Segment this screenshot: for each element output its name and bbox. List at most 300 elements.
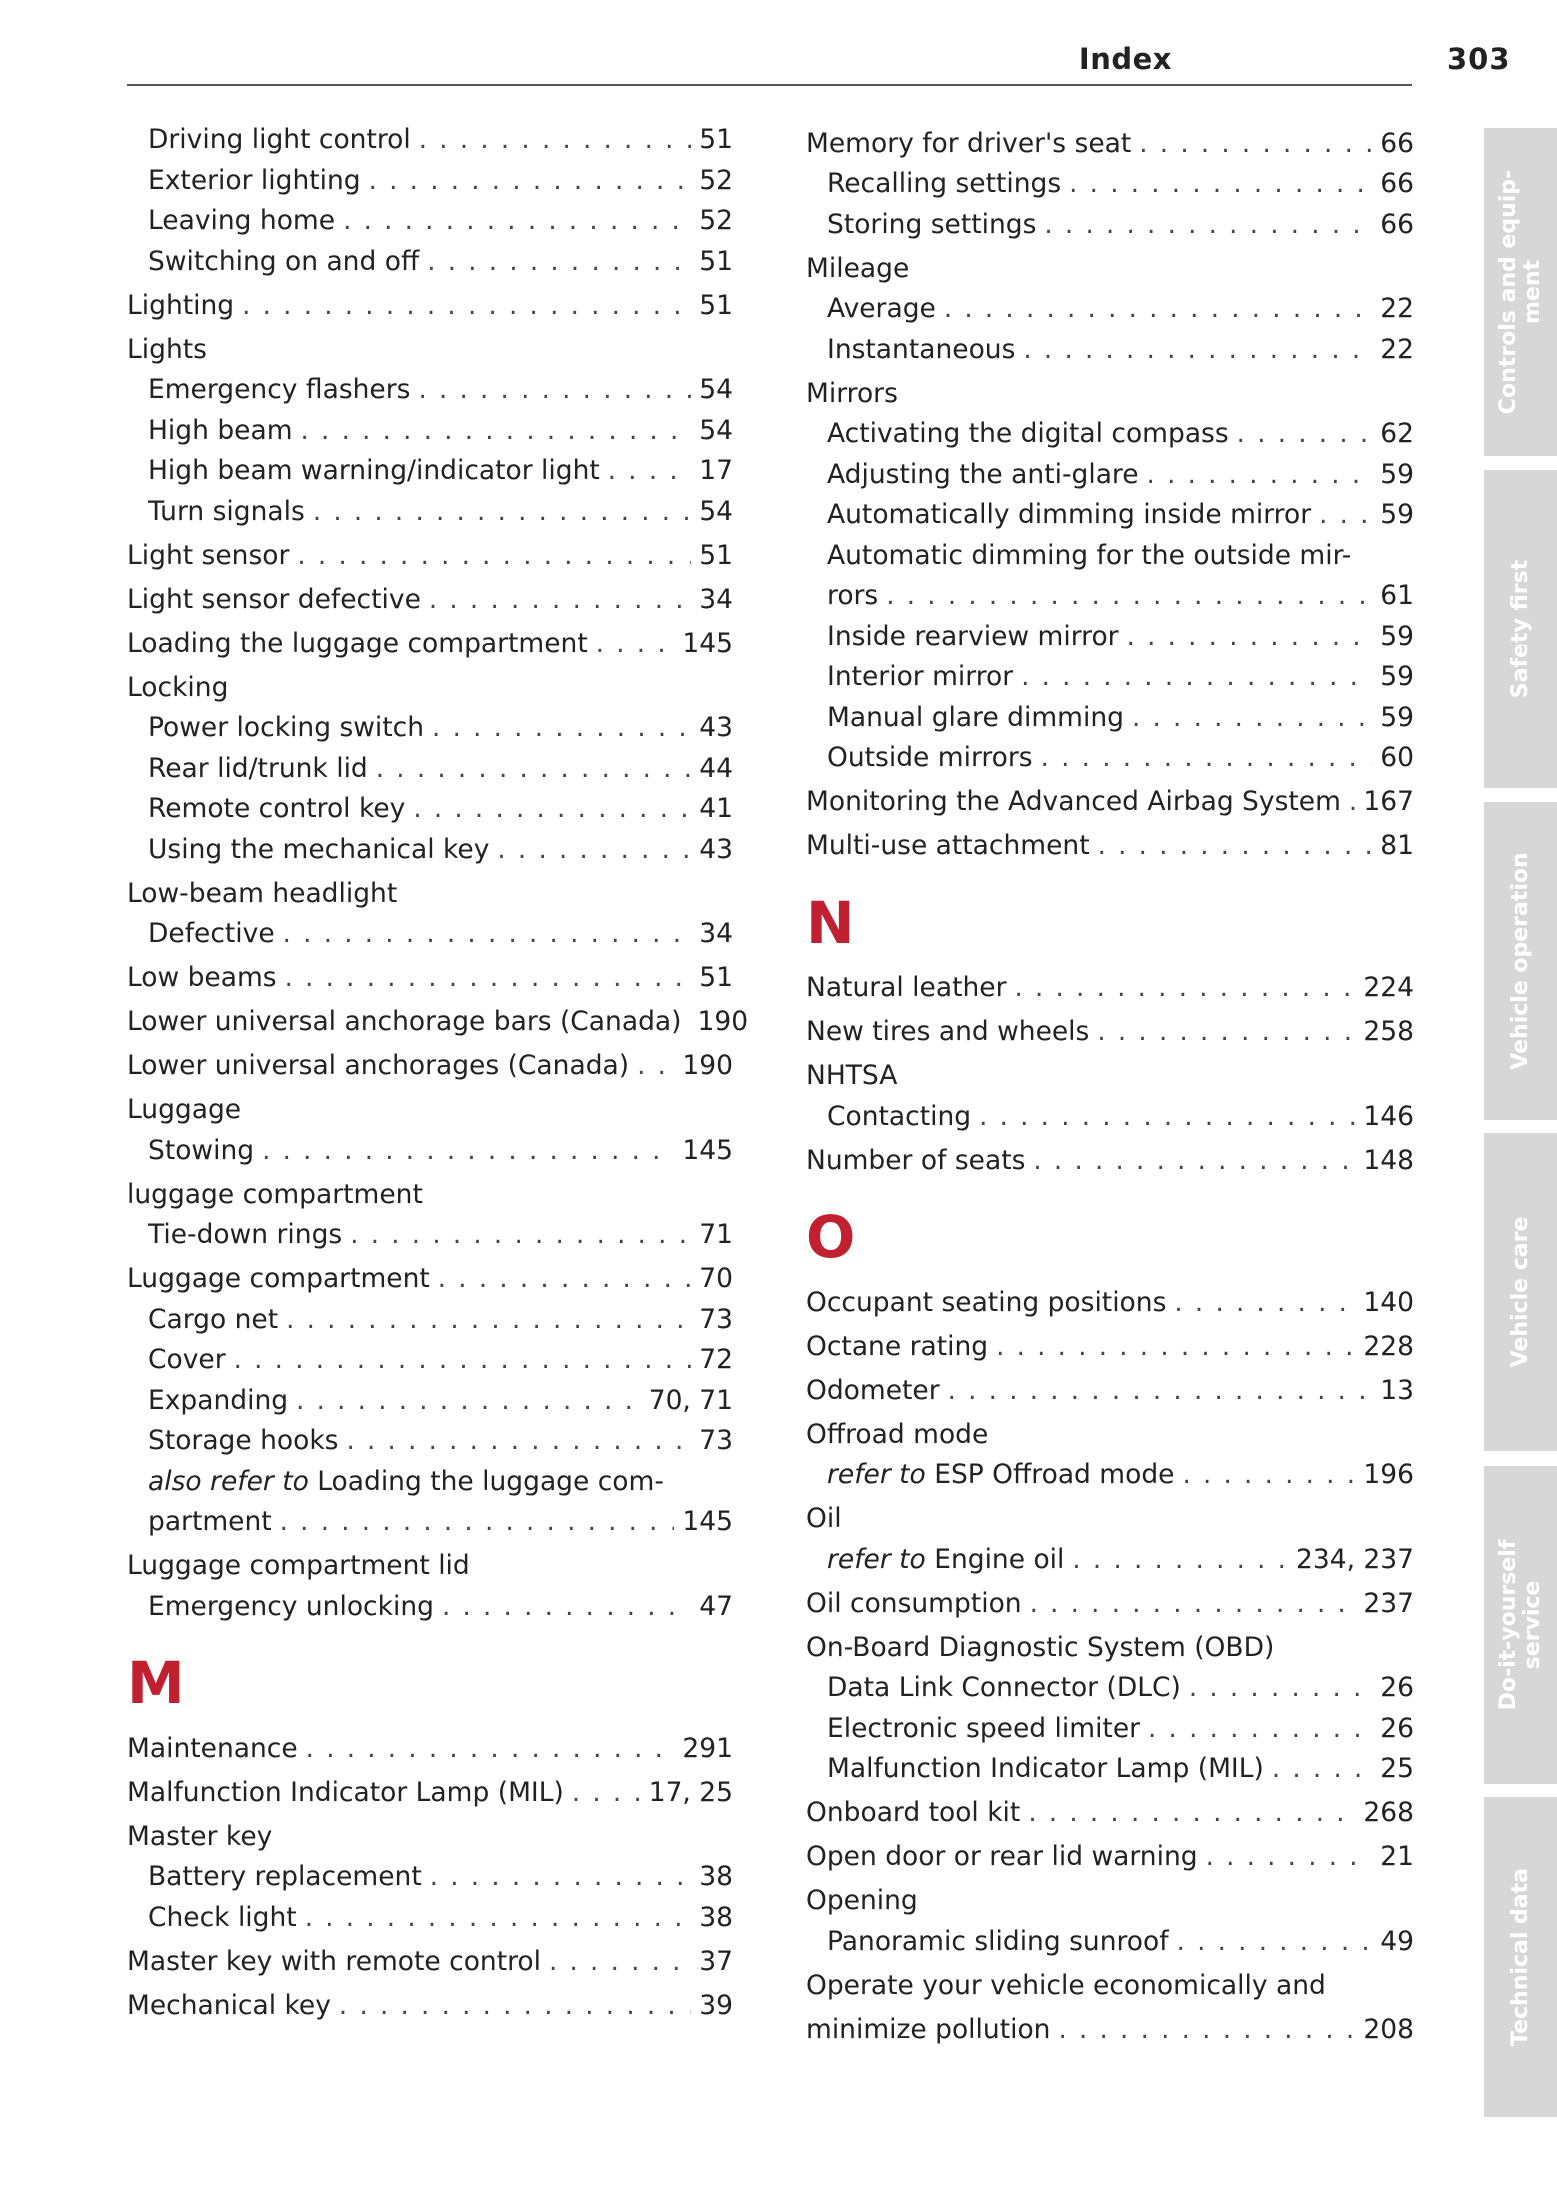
index-entry xyxy=(806,2010,1414,2051)
dot-leader xyxy=(234,1340,692,1381)
dot-leader xyxy=(596,624,675,665)
entry-text: Luggage compartment lid xyxy=(127,1550,470,1581)
entry-label xyxy=(127,958,277,999)
dot-leader xyxy=(1237,414,1373,455)
entry-label xyxy=(827,414,1229,455)
index-entry xyxy=(806,1371,1414,1412)
index-entry xyxy=(127,958,733,999)
entry-text: Panoramic sliding sunroof xyxy=(827,1925,1169,1957)
entry-text: Leaving home xyxy=(148,205,336,236)
index-entry xyxy=(806,330,1414,371)
dot-leader xyxy=(438,1259,691,1300)
entry-label xyxy=(827,1749,1264,1790)
index-entry xyxy=(806,1922,1414,1963)
entry-label xyxy=(806,1415,988,1456)
entry-label xyxy=(127,1175,423,1216)
entry-text: Data Link Connector (DLC) xyxy=(827,1672,1181,1703)
entry-page-number: 51 xyxy=(699,962,733,993)
index-entry xyxy=(127,1340,733,1381)
entry-text: Open door or rear lid warning xyxy=(806,1841,1198,1872)
dot-leader xyxy=(1148,1709,1372,1750)
entry-text: Number of seats xyxy=(806,1144,1026,1176)
entry-page-number: 22 xyxy=(1380,293,1414,324)
entry-text: Luggage xyxy=(127,1094,242,1125)
entry-label xyxy=(806,1584,1022,1625)
entry-page-number: 52 xyxy=(699,205,733,236)
index-entry xyxy=(806,1540,1414,1581)
index-entry xyxy=(127,830,733,871)
chapter-tab-label: Do-it-yourself service xyxy=(1495,1539,1545,1711)
entry-page-number: 167 xyxy=(1363,786,1414,817)
index-entry xyxy=(806,1628,1414,1669)
entry-page-number: 25 xyxy=(1380,1753,1414,1784)
dot-leader xyxy=(1028,1793,1355,1834)
entry-label xyxy=(827,1540,1064,1581)
entry-text: rors xyxy=(827,580,879,611)
dot-leader xyxy=(1030,1584,1356,1625)
entry-text: Rear lid/trunk lid xyxy=(148,752,368,784)
index-entry xyxy=(806,164,1414,205)
entry-label xyxy=(148,1587,434,1628)
entry-text: Recalling settings xyxy=(827,168,1062,199)
dot-leader xyxy=(413,789,691,830)
entry-text: Driving light control xyxy=(148,124,411,155)
dot-leader xyxy=(1132,698,1372,739)
entry-page-number: 37 xyxy=(699,1945,733,1977)
entry-label xyxy=(127,536,289,577)
dot-leader xyxy=(313,492,691,533)
index-entry xyxy=(127,1421,733,1462)
chapter-tab-label: Safety first xyxy=(1507,559,1533,699)
index-entry xyxy=(806,1749,1414,1790)
dot-leader xyxy=(1182,1455,1355,1496)
entry-page-number: 61 xyxy=(1380,580,1414,611)
entry-text: Loading the luggage com- xyxy=(317,1465,664,1497)
index-entry xyxy=(127,1175,733,1216)
index-entry xyxy=(806,1455,1414,1496)
dot-leader xyxy=(1272,1749,1372,1790)
dot-leader xyxy=(1206,1837,1373,1878)
index-entry xyxy=(127,286,733,327)
entry-page-number: 146 xyxy=(1363,1100,1414,1132)
entry-text: Expanding xyxy=(148,1384,289,1416)
entry-text: Locking xyxy=(127,671,229,703)
entry-page-number: 13 xyxy=(1380,1374,1414,1406)
entry-label xyxy=(806,1793,1020,1834)
entry-page-number: 47 xyxy=(699,1590,733,1622)
entry-label xyxy=(806,374,898,415)
entry-label xyxy=(148,1502,272,1543)
dot-leader xyxy=(608,451,691,492)
entry-text: Activating the digital compass xyxy=(827,418,1229,449)
entry-text: Turn signals xyxy=(148,495,305,527)
chapter-tab[interactable] xyxy=(1484,1466,1557,1784)
section-letter: N xyxy=(806,888,855,957)
entry-label xyxy=(827,1668,1181,1709)
entry-text: Opening xyxy=(806,1885,918,1916)
header-page-number: 303 xyxy=(1447,42,1511,76)
entry-text: NHTSA xyxy=(806,1060,898,1091)
entry-label xyxy=(127,1729,298,1770)
entry-page-number: 66 xyxy=(1380,168,1414,199)
index-entry xyxy=(806,1709,1414,1750)
index-entry xyxy=(127,1381,733,1422)
dot-leader xyxy=(418,370,691,411)
index-entry xyxy=(127,1773,733,1814)
chapter-tab[interactable] xyxy=(1484,802,1557,1120)
entry-page-number: 66 xyxy=(1380,208,1414,240)
entry-label xyxy=(827,657,1013,698)
entry-page-number: 145 xyxy=(682,1134,733,1166)
entry-page-number: 39 xyxy=(699,1989,733,2021)
index-entry xyxy=(806,289,1414,330)
entry-page-number: 268 xyxy=(1363,1797,1414,1828)
entry-label xyxy=(806,1141,1025,1182)
entry-page-number: 59 xyxy=(1380,661,1414,692)
entry-text: Multi-use attachment xyxy=(806,830,1090,861)
dot-leader xyxy=(1097,1012,1355,1053)
chapter-tab-label: Technical data xyxy=(1507,1868,1533,2046)
chapter-tab-label: Controls and equip- ment xyxy=(1495,169,1545,415)
index-entry xyxy=(806,1499,1414,1540)
entry-page-number: 54 xyxy=(699,414,733,446)
entry-page-number: 148 xyxy=(1363,1144,1414,1176)
index-entry xyxy=(127,668,733,709)
entry-label xyxy=(127,330,207,371)
dot-leader xyxy=(1021,657,1372,698)
entry-label xyxy=(806,1371,940,1412)
entry-text: luggage compartment xyxy=(127,1178,423,1210)
entry-label xyxy=(148,708,424,749)
dot-leader xyxy=(419,120,692,161)
entry-label xyxy=(827,330,1015,371)
entry-text: Low beams xyxy=(127,962,277,993)
entry-text: Instantaneous xyxy=(827,333,1016,365)
entry-label xyxy=(827,495,1311,536)
entry-page-number: 145 xyxy=(682,627,733,659)
index-entry xyxy=(127,1215,733,1256)
dot-leader xyxy=(262,1131,674,1172)
entry-label xyxy=(127,1090,241,1131)
entry-label xyxy=(806,1283,1166,1324)
dot-leader xyxy=(948,1371,1373,1412)
entry-page-number: 190 xyxy=(697,1006,749,1037)
entry-page-number: 51 xyxy=(699,539,733,571)
entry-label xyxy=(148,120,411,161)
entry-label xyxy=(148,1898,297,1939)
entry-text: Odometer xyxy=(806,1374,940,1406)
index-entry xyxy=(806,1415,1414,1456)
entry-label xyxy=(148,1421,338,1462)
index-entry xyxy=(127,370,733,411)
entry-label xyxy=(827,289,936,330)
index-entry xyxy=(127,874,733,915)
index-entry xyxy=(806,968,1414,1009)
index-entry xyxy=(127,492,733,533)
index-entry xyxy=(127,1857,733,1898)
entry-text: Master key with remote control xyxy=(127,1945,541,1977)
index-entry xyxy=(127,749,733,790)
dot-leader xyxy=(1044,205,1372,246)
entry-text: New tires and wheels xyxy=(806,1016,1090,1047)
entry-page-number: 59 xyxy=(1380,458,1414,490)
chapter-tabs xyxy=(1484,0,1557,2208)
entry-label xyxy=(806,249,909,290)
entry-page-number: 26 xyxy=(1380,1672,1414,1703)
index-entry xyxy=(127,1002,749,1043)
index-entry xyxy=(127,201,733,242)
entry-label xyxy=(127,286,234,327)
dot-leader xyxy=(637,1046,674,1087)
index-entry xyxy=(806,1837,1414,1878)
chapter-tab[interactable] xyxy=(1484,1797,1557,2117)
entry-label xyxy=(827,1097,971,1138)
dot-leader xyxy=(306,1729,675,1770)
dot-leader xyxy=(1023,330,1372,371)
entry-label xyxy=(148,242,419,283)
entry-text: Manual glare dimming xyxy=(827,701,1124,733)
index-entry xyxy=(806,1966,1414,2007)
entry-label xyxy=(127,1817,272,1858)
entry-reference-prefix: also refer to xyxy=(148,1465,309,1497)
entry-page-number: 54 xyxy=(699,374,733,405)
index-column-left xyxy=(127,120,749,2026)
dot-leader xyxy=(343,201,691,242)
entry-text: Lighting xyxy=(127,289,235,321)
entry-page-number: 208 xyxy=(1363,2013,1414,2045)
entry-page-number: 196 xyxy=(1363,1459,1414,1490)
entry-text: Natural leather xyxy=(806,972,1007,1003)
entry-label xyxy=(127,874,397,915)
dot-leader xyxy=(1139,124,1372,165)
entry-page-number: 38 xyxy=(699,1861,733,1892)
index-entry xyxy=(806,1881,1414,1922)
entry-page-number: 60 xyxy=(1380,742,1414,773)
dot-leader xyxy=(432,708,691,749)
entry-text: Remote control key xyxy=(148,793,406,824)
entry-label xyxy=(148,914,275,955)
entry-label xyxy=(806,1499,842,1540)
entry-label xyxy=(127,1773,564,1814)
entry-page-number: 258 xyxy=(1363,1016,1414,1047)
dot-leader xyxy=(1174,1283,1355,1324)
entry-text: minimize pollution xyxy=(806,2013,1051,2045)
entry-page-number: 140 xyxy=(1363,1286,1414,1318)
entry-label xyxy=(806,1012,1089,1053)
entry-label xyxy=(806,1327,988,1368)
dot-leader xyxy=(549,1942,691,1983)
entry-text: Inside rearview mirror xyxy=(827,620,1119,652)
entry-label xyxy=(806,124,1131,165)
dot-leader xyxy=(350,1215,691,1256)
dot-leader xyxy=(297,536,691,577)
entry-page-number: 62 xyxy=(1380,418,1414,449)
entry-label xyxy=(827,164,1061,205)
index-entry xyxy=(806,374,1414,415)
entry-text: High beam xyxy=(148,414,293,446)
index-entry xyxy=(806,1012,1414,1053)
entry-label xyxy=(148,411,293,452)
chapter-tab[interactable] xyxy=(1484,128,1557,456)
entry-label xyxy=(827,698,1124,739)
dot-leader xyxy=(1072,1540,1288,1581)
index-entry xyxy=(127,161,733,202)
entry-label xyxy=(127,624,588,665)
entry-text: Switching on and off xyxy=(148,245,420,277)
dot-leader xyxy=(1147,455,1373,496)
entry-label xyxy=(148,492,305,533)
entry-label xyxy=(127,1002,681,1043)
entry-text: Defective xyxy=(148,918,275,949)
entry-text: ESP Offroad mode xyxy=(934,1459,1175,1490)
entry-text: Tie-down rings xyxy=(148,1219,343,1250)
index-entry xyxy=(806,495,1414,536)
dot-leader xyxy=(1069,164,1372,205)
entry-label xyxy=(806,1056,897,1097)
entry-label xyxy=(827,1709,1140,1750)
dot-leader xyxy=(242,286,691,327)
entry-text: Occupant seating positions xyxy=(806,1286,1167,1318)
index-entry xyxy=(806,617,1414,658)
entry-label xyxy=(127,580,421,621)
index-entry xyxy=(127,789,733,830)
entry-page-number: 43 xyxy=(699,712,733,743)
index-entry xyxy=(127,580,733,621)
index-entry xyxy=(127,1462,733,1503)
entry-label xyxy=(148,370,410,411)
entry-label xyxy=(148,1462,664,1503)
index-entry xyxy=(806,1141,1414,1182)
dot-leader xyxy=(280,1502,675,1543)
chapter-tab[interactable] xyxy=(1484,470,1557,788)
index-entry xyxy=(127,330,733,371)
entry-page-number: 59 xyxy=(1380,499,1414,530)
index-entry xyxy=(127,1546,733,1587)
entry-reference-prefix: refer to xyxy=(827,1459,926,1490)
entry-page-number: 51 xyxy=(699,124,733,155)
entry-label xyxy=(806,1628,1274,1669)
entry-label xyxy=(827,1455,1174,1496)
index-entry xyxy=(806,1793,1414,1834)
dot-leader xyxy=(430,1857,692,1898)
entry-text: Luggage compartment xyxy=(127,1263,430,1294)
entry-text: Memory for driver's seat xyxy=(806,127,1132,159)
entry-text: Check light xyxy=(148,1901,297,1933)
entry-label xyxy=(148,161,361,202)
entry-text: Automatically dimming inside mirror xyxy=(827,499,1312,530)
entry-label xyxy=(127,1986,331,2027)
entry-page-number: 41 xyxy=(699,793,733,824)
dot-leader xyxy=(283,914,692,955)
entry-text: High beam warning/indicator light xyxy=(148,455,600,486)
entry-page-number: 38 xyxy=(699,1901,733,1933)
entry-label xyxy=(827,205,1036,246)
index-entry xyxy=(806,1097,1414,1138)
entry-text: Electronic speed limiter xyxy=(827,1712,1141,1744)
entry-label xyxy=(806,782,1341,823)
entry-label xyxy=(148,789,405,830)
entry-page-number: 234, 237 xyxy=(1295,1543,1414,1575)
dot-leader xyxy=(996,1327,1355,1368)
index-entry xyxy=(127,1259,733,1300)
entry-text: Cover xyxy=(148,1344,226,1375)
index-entry xyxy=(806,576,1414,617)
entry-text: Light sensor xyxy=(127,539,290,571)
index-entry xyxy=(127,1502,733,1543)
entry-label xyxy=(148,1381,288,1422)
entry-text: Mechanical key xyxy=(127,1989,331,2021)
index-entry xyxy=(806,738,1414,779)
entry-text: Emergency flashers xyxy=(148,374,411,405)
index-entry xyxy=(806,124,1414,165)
entry-page-number: 49 xyxy=(1380,1925,1414,1957)
entry-page-number: 21 xyxy=(1380,1841,1414,1872)
index-entry xyxy=(806,1327,1414,1368)
dot-leader xyxy=(1189,1668,1372,1709)
dot-leader xyxy=(886,576,1372,617)
entry-text: Malfunction Indicator Lamp (MIL) xyxy=(127,1776,564,1808)
entry-page-number: 190 xyxy=(682,1050,733,1081)
entry-page-number: 228 xyxy=(1363,1330,1414,1362)
entry-text: Lower universal anchorage bars (Canada) xyxy=(127,1006,682,1037)
entry-reference-prefix: refer to xyxy=(827,1543,926,1575)
dot-leader xyxy=(1319,495,1372,536)
index-column-right xyxy=(806,120,1414,2050)
entry-text: Cargo net xyxy=(148,1303,279,1335)
dot-leader xyxy=(285,958,692,999)
entry-text: Average xyxy=(827,293,936,324)
entry-text: Adjusting the anti-glare xyxy=(827,458,1139,490)
index-entry xyxy=(127,451,733,492)
entry-label xyxy=(806,1881,918,1922)
entry-page-number: 66 xyxy=(1380,127,1414,159)
entry-page-number: 72 xyxy=(699,1344,733,1375)
entry-label xyxy=(827,1922,1169,1963)
entry-text: Oil consumption xyxy=(806,1587,1022,1619)
index-entry xyxy=(127,1986,733,2027)
entry-page-number: 51 xyxy=(699,289,733,321)
dot-leader xyxy=(944,289,1372,330)
entry-page-number: 145 xyxy=(682,1506,733,1537)
index-entry xyxy=(127,1300,733,1341)
dot-leader xyxy=(1349,782,1356,823)
index-entry xyxy=(127,1090,733,1131)
header-rule xyxy=(127,84,1412,86)
entry-label xyxy=(148,830,489,871)
entry-page-number: 59 xyxy=(1380,701,1414,733)
dot-leader xyxy=(1177,1922,1373,1963)
index-entry xyxy=(127,708,733,749)
index-entry xyxy=(806,826,1414,867)
index-entry xyxy=(806,782,1414,823)
entry-label xyxy=(127,668,228,709)
chapter-tab[interactable] xyxy=(1484,1133,1557,1451)
index-entry xyxy=(127,1942,733,1983)
entry-text: Automatic dimming for the outside mir- xyxy=(827,539,1352,571)
entry-page-number: 17 xyxy=(699,455,733,486)
dot-leader xyxy=(429,580,691,621)
entry-page-number: 73 xyxy=(699,1303,733,1335)
entry-text: partment xyxy=(148,1506,272,1537)
entry-text: Malfunction Indicator Lamp (MIL) xyxy=(827,1753,1264,1784)
index-entry xyxy=(806,205,1414,246)
entry-page-number: 22 xyxy=(1380,333,1414,365)
entry-label xyxy=(806,2010,1050,2051)
entry-text: Onboard tool kit xyxy=(806,1797,1021,1828)
entry-text: Power locking switch xyxy=(148,712,425,743)
entry-label xyxy=(127,1942,541,1983)
header-section-title: Index xyxy=(1078,42,1172,76)
